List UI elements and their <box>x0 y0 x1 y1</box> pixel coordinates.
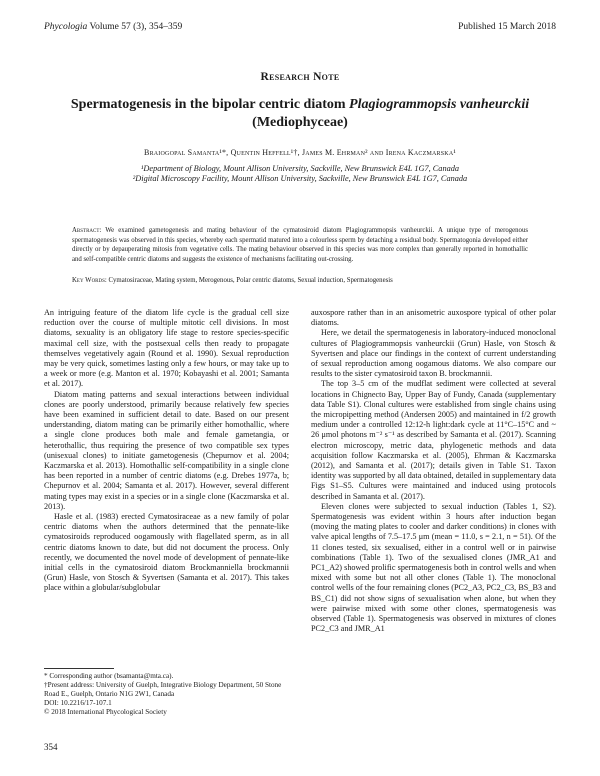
affiliation-1: ¹Department of Biology, Mount Allison University, Sackville, New Brunswick E4L 1G7, Canada <box>140 164 460 173</box>
abstract <box>72 226 528 264</box>
paragraph: Eleven clones were subjected to sexual induction (Tables 1, S2). Spermatogenesis was evident within 3 hours after induction began (moving the mating plates to cooler and darker conditions) in clones with valve apical lengths of 7.5–17.5 μm (mean = 11.0, s = 2.1, n = 51). Of the 11 clones tested, six sexualised, either in a control well or in pairwise combinations (Table 1). Two of the sexualised clones (JMR_A1 and PC1_A2) showed prolific spermatogenesis both in control wells and when mixed with some but not all other clones (Table 1). The monoclonal control wells of the four remaining clones (PC2_A3, PC2_C3, BS_B3 and BS_C1) did not show signs of sexualisation when alone, but when they were pairwise mixed with some other clones, spermatogenesis was observed (Table 1). Spermatogenesis was observed in mixtures of clones PC2_C3 and JMR_A1 <box>311 501 556 634</box>
paragraph: Here, we detail the spermatogenesis in laboratory-induced monoclonal cultures of Plagiogrammopsis vanheurckii (Grun) Hasle, von Stosch & Syvertsen and place our findings in the context of current understanding of sexual reproduction among oogamous diatoms. We also compare our results to the sister cymatosiroid taxon B. brockmannii. <box>311 328 556 379</box>
title-main: Spermatogenesis in the bipolar centric diatom <box>70 97 350 112</box>
journal-citation <box>44 22 182 36</box>
running-header <box>44 22 556 36</box>
footnote-copyright: © 2018 International Phycological Society <box>44 708 167 716</box>
article-title <box>50 96 550 132</box>
footnote-rule <box>44 668 114 669</box>
abstract-text: We examined gametogenesis and mating behaviour of the cymatosiroid diatom Plagiogrammopsis vanheurckii. A unique type of merogenous spermatogenesis was observed in this species, whereby each spermatid matured into a colourless sperm by detaching a residual body. Spermatogonia developed either directly or by depauperating mitosis from vegetative cells. The mating behaviour observed in this species was more complex than generally reported in homothallic and self-compatible centric diatoms and suggests the existence of mechanisms facilitating out-crossing. <box>72 227 528 263</box>
body-column-left <box>44 308 289 594</box>
journal-name: Phycologia <box>44 22 88 32</box>
author-list: Braiogopal Samanta¹*, Quentin Heffell¹†, James M. Ehrman² and Irena Kaczmarska¹ <box>144 148 456 157</box>
footnote-corresponding: * Corresponding author (bsamanta@mta.ca). <box>44 672 174 680</box>
journal-volume: Volume 57 (3), 354–359 <box>89 22 183 32</box>
body-column-right <box>311 308 556 635</box>
page-number: 354 <box>44 742 58 752</box>
title-line-1 <box>50 96 550 114</box>
affiliations <box>30 164 570 184</box>
keywords-label: Key Words: <box>72 277 107 284</box>
keywords-text: Cymatosiraceae, Mating system, Merogenous, Polar centric diatoms, Sexual induction, Spermatogenesis <box>108 277 393 284</box>
keywords <box>72 276 528 286</box>
publication-date: Published 15 March 2018 <box>458 22 556 32</box>
title-species: Plagiogrammopsis vanheurckii <box>349 97 530 112</box>
paragraph: auxospore rather than in an anisometric auxospore typical of other polar diatoms. <box>311 308 556 328</box>
section-label: Research Note <box>260 71 340 83</box>
title-subtitle: (Mediophyceae) <box>252 115 348 130</box>
footnotes <box>44 668 289 717</box>
paragraph: An intriguing feature of the diatom life cycle is the gradual cell size reduction over the course of multiple mitotic cell divisions. In most diatoms, sexuality is an obligatory life stage to restore species-specific maximal cell size, with the postsexual cells then ready to propagate themselves vegetatively again (Round et al. 1990). Sexual reproduction may be very quick, sometimes lasting only a few hours, or may take up to a week or more (e.g. Manton et al. 1970; Kobayashi et al. 2001; Samanta et al. 2017). <box>44 308 289 389</box>
affiliation-2: ²Digital Microscopy Facility, Mount Allison University, Sackville, New Brunswick E4L 1G7, Canada <box>132 174 468 183</box>
abstract-label: Abstract: <box>72 227 102 234</box>
footnote-doi: DOI: 10.2216/17-107.1 <box>44 699 112 707</box>
paragraph: The top 3–5 cm of the mudflat sediment were collected at several locations in Chignecto Bay, Upper Bay of Fundy, Canada (supplementary data Table S1). Clonal cultures were established from single chains using the micropipetting method (Andersen 2005) and maintained in f/2 growth medium under a controlled 12:12-h light:dark cycle at 11°C–15°C and ~ 26 μmol photons m⁻² s⁻¹ as described by Samanta et al. (2017). Scanning electron microscopy, metric data, phylogenetic methods and data acquisition follow Kaczmarska et al. (2005), Ehrman & Kaczmarska (2012), and Samanta et al. (2017); details given in Table S1. Taxon identity was supported by all data obtained, detailed in supplementary data Figs S1–S5. Cultures were maintained and induced using protocols described in Samanta et al. (2017). <box>311 379 556 501</box>
paragraph: Diatom mating patterns and sexual interactions between individual clones are poorly understood, primarily because relatively few species have been examined in sufficient detail to date. Based on our present understanding, diatom mating can be primarily either homothallic, where a single clone produces both male and female gametangia, or heterothallic, thus requiring the presence of two compatible sex types (unisexual clones) to initiate gametogenesis (Chepurnov et al. 2004; Kaczmarska et al. 2013). Homothallic self-compatibility in a single clone has been reported in a number of centric diatoms (e.g. Drebes 1977a, b; Chepurnov et al. 2004; Samanta et al. 2017). However, several different mating types may exist in a species or in a single clone (Kaczmarska et al. 2013). <box>44 389 289 511</box>
paragraph: Hasle et al. (1983) erected Cymatosiraceae as a new family of polar centric diatoms when the authors determined that the pennate-like cymatosiroids reproduced oogamously with flagellated sperm, as in all centric diatoms known to date, but did not document the process. Only recently, we documented the novel mode of development of pennate-like initial cells in the cymatosiroid diatom Brockmanniella brockmannii (Grun) Hasle, von Stosch & Syvertsen (Samanta et al. 2017). This takes place within a globular/subglobular <box>44 512 289 593</box>
footnote-address: †Present address: University of Guelph, Integrative Biology Department, 50 Stone Road E., Guelph, Ontario N1G 2W1, Canada <box>44 681 282 698</box>
